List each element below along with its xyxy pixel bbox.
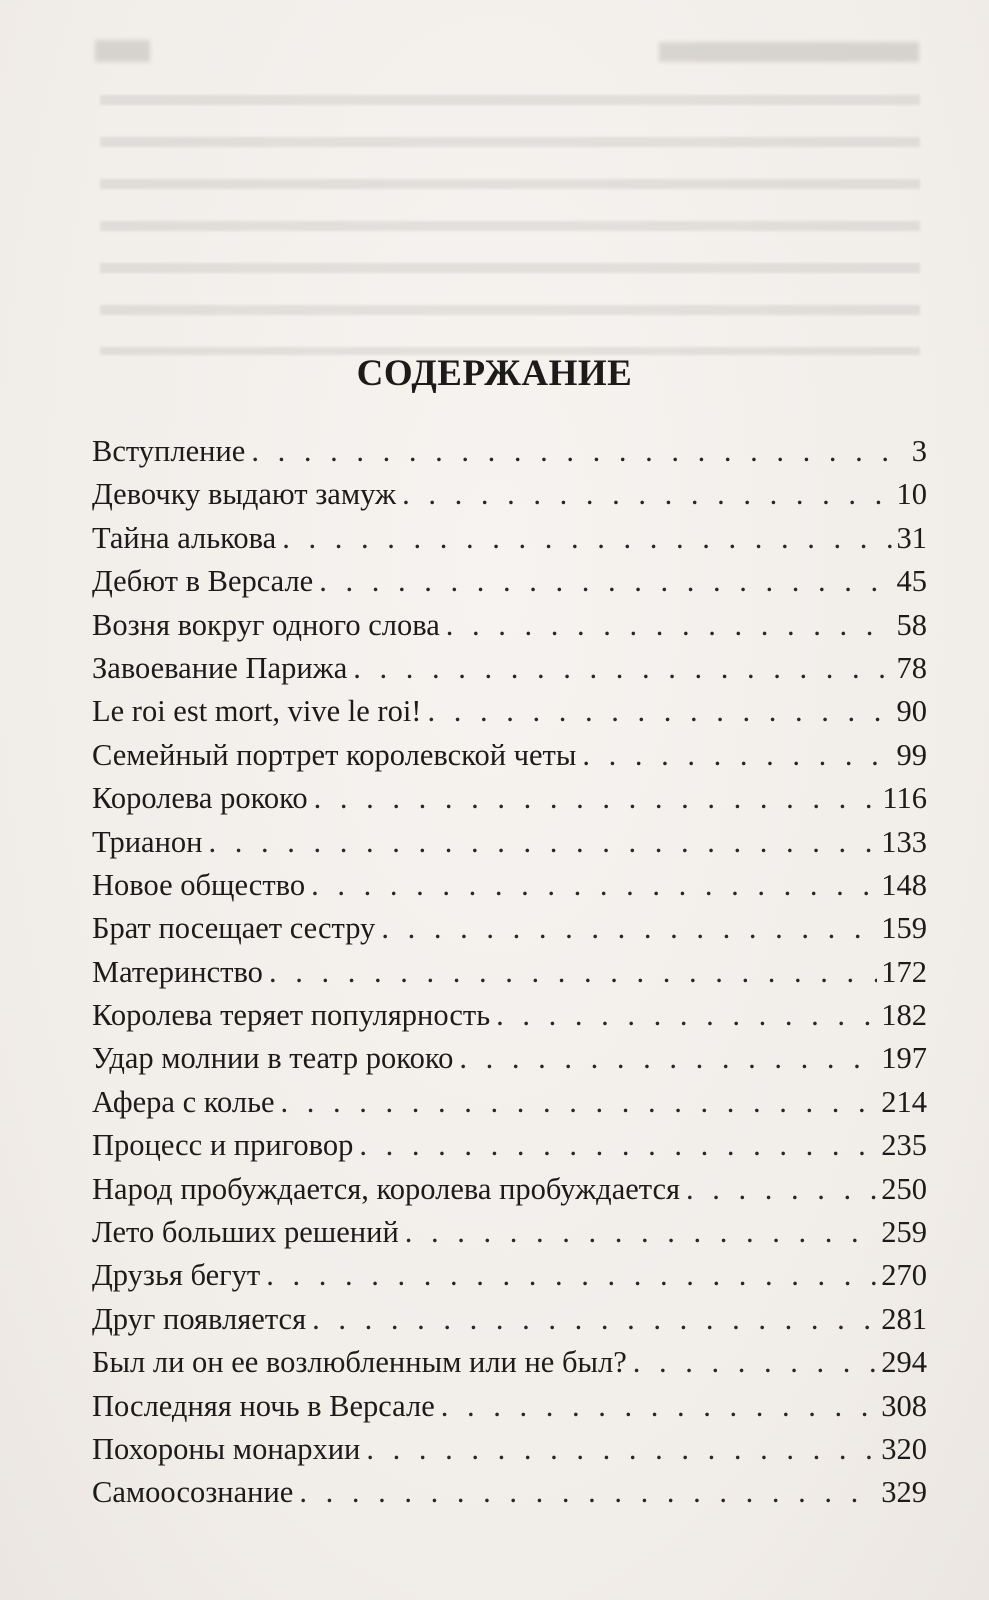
toc-entry-page-number: 308 [881,1388,927,1423]
toc-entry-label: Королева рококо [92,781,308,816]
bleed-through-text [100,95,920,355]
toc-entry-label: Le roi est mort, vive le roi! [92,694,422,729]
toc-dot-leader [405,1211,877,1254]
toc-dot-leader [359,1124,877,1167]
toc-entry [92,647,927,690]
toc-dot-leader [208,821,877,864]
toc-entry-page-number: 259 [881,1215,927,1250]
toc-dot-leader [319,560,892,603]
toc-title: СОДЕРЖАНИЕ [356,353,633,394]
toc-dot-leader [446,604,893,647]
toc-entry-page-number: 58 [896,607,927,642]
toc-dot-leader [269,951,877,994]
toc-entry-page-number: 133 [881,824,927,859]
toc-entry [92,951,927,994]
toc-entry-label: Дебют в Версале [92,564,314,599]
toc-entry-label: Девочку выдают замуж [92,477,397,512]
toc-entry [92,473,927,516]
toc-entry-label: Друзья бегут [92,1258,261,1293]
toc-entry-page-number: 99 [896,737,927,772]
toc-dot-leader [366,1428,877,1471]
toc-entry-label: Королева теряет популярность [92,998,491,1033]
toc-entry-label: Афера с колье [92,1084,275,1119]
toc-entry-page-number: 31 [896,520,927,555]
toc-dot-leader [251,430,893,473]
toc-entry-label: Тайна алькова [92,520,277,555]
toc-entry [92,1254,927,1297]
toc-entry [92,1298,927,1341]
toc-dot-leader [402,473,892,516]
toc-entry [92,1428,927,1471]
toc-entry [92,821,927,864]
toc-dot-leader [582,734,892,777]
toc-entry [92,1037,927,1080]
toc-entry [92,1471,927,1514]
toc-entry [92,1124,927,1167]
toc-entry [92,734,927,777]
toc-entry-label: Народ пробуждается, королева пробуждается [92,1171,681,1206]
toc-dot-leader [459,1037,877,1080]
toc-entry-page-number: 281 [881,1301,927,1336]
toc-dot-leader [427,690,892,733]
toc-entry-label: Был ли он ее возлюбленным или не был? [92,1345,627,1380]
toc-entry-label: Завоевание Парижа [92,650,348,685]
toc-entry [92,1385,927,1428]
toc-entry-label: Вступление [92,434,246,468]
toc-entry-page-number: 250 [881,1171,927,1206]
toc-dot-leader [311,864,877,907]
toc-entry [92,1211,927,1254]
toc-dot-leader [282,517,892,560]
toc-entry [92,1168,927,1211]
running-head-bleed-through [95,40,919,70]
toc-entry-label: Трианон [92,824,203,859]
toc-entry-label: Материнство [92,954,263,989]
toc-entry [92,430,927,473]
toc-entry-page-number: 148 [881,867,927,902]
toc-dot-leader [381,907,877,950]
toc-entry-label: Процесс и приговор [92,1128,354,1163]
toc-entry [92,604,927,647]
toc-dot-leader [312,1298,877,1341]
toc-dot-leader [496,994,877,1037]
toc-entry-page-number: 329 [881,1475,927,1510]
toc-entry-label: Самоосознание [92,1475,294,1510]
toc-entry-label: Брат посещает сестру [92,911,376,946]
toc-entry-label: Лето больших решений [92,1215,399,1250]
toc-entry-page-number: 159 [881,911,927,946]
toc-entry-label: Возня вокруг одного слова [92,607,440,642]
toc-entry-label: Новое общество [92,867,306,902]
toc-entry [92,1081,927,1124]
toc-entry-label: Друг появляется [92,1301,307,1336]
toc-entry-page-number: 182 [881,998,927,1033]
toc-entry-page-number: 3 [911,434,927,468]
bleed-running-title [659,42,919,62]
toc-entry-page-number: 172 [881,954,927,989]
toc-entry-page-number: 270 [881,1258,927,1293]
toc-entry [92,994,927,1037]
bleed-page-number [95,40,150,62]
toc-dot-leader [441,1385,878,1428]
toc-entry [92,907,927,950]
toc-entry [92,1341,927,1384]
toc-entry-label: Удар молнии в театр рококо [92,1041,454,1076]
toc-entry-page-number: 10 [896,477,927,512]
toc-dot-leader [353,647,892,690]
toc-entry-page-number: 197 [881,1041,927,1076]
toc-entry-page-number: 90 [896,694,927,729]
toc-entry [92,864,927,907]
toc-entry [92,560,927,603]
toc-list [92,430,927,1515]
toc-entry-page-number: 214 [881,1084,927,1119]
toc-entry-page-number: 294 [881,1345,927,1380]
toc-entry-page-number: 116 [882,781,927,816]
toc-dot-leader [633,1341,878,1384]
toc-dot-leader [266,1254,877,1297]
toc-entry-page-number: 235 [881,1128,927,1163]
toc-entry-label: Похороны монархии [92,1431,361,1466]
toc-dot-leader [314,777,879,820]
toc-dot-leader [299,1471,877,1514]
toc-entry-page-number: 45 [896,564,927,599]
toc-entry [92,690,927,733]
toc-entry [92,777,927,820]
toc-entry-page-number: 320 [881,1431,927,1466]
toc-dot-leader [281,1081,878,1124]
toc-entry [92,517,927,560]
toc-entry-page-number: 78 [896,650,927,685]
toc-dot-leader [686,1168,877,1211]
toc-entry-label: Семейный портрет королевской четы [92,737,577,772]
toc-entry-label: Последняя ночь в Версале [92,1388,435,1423]
